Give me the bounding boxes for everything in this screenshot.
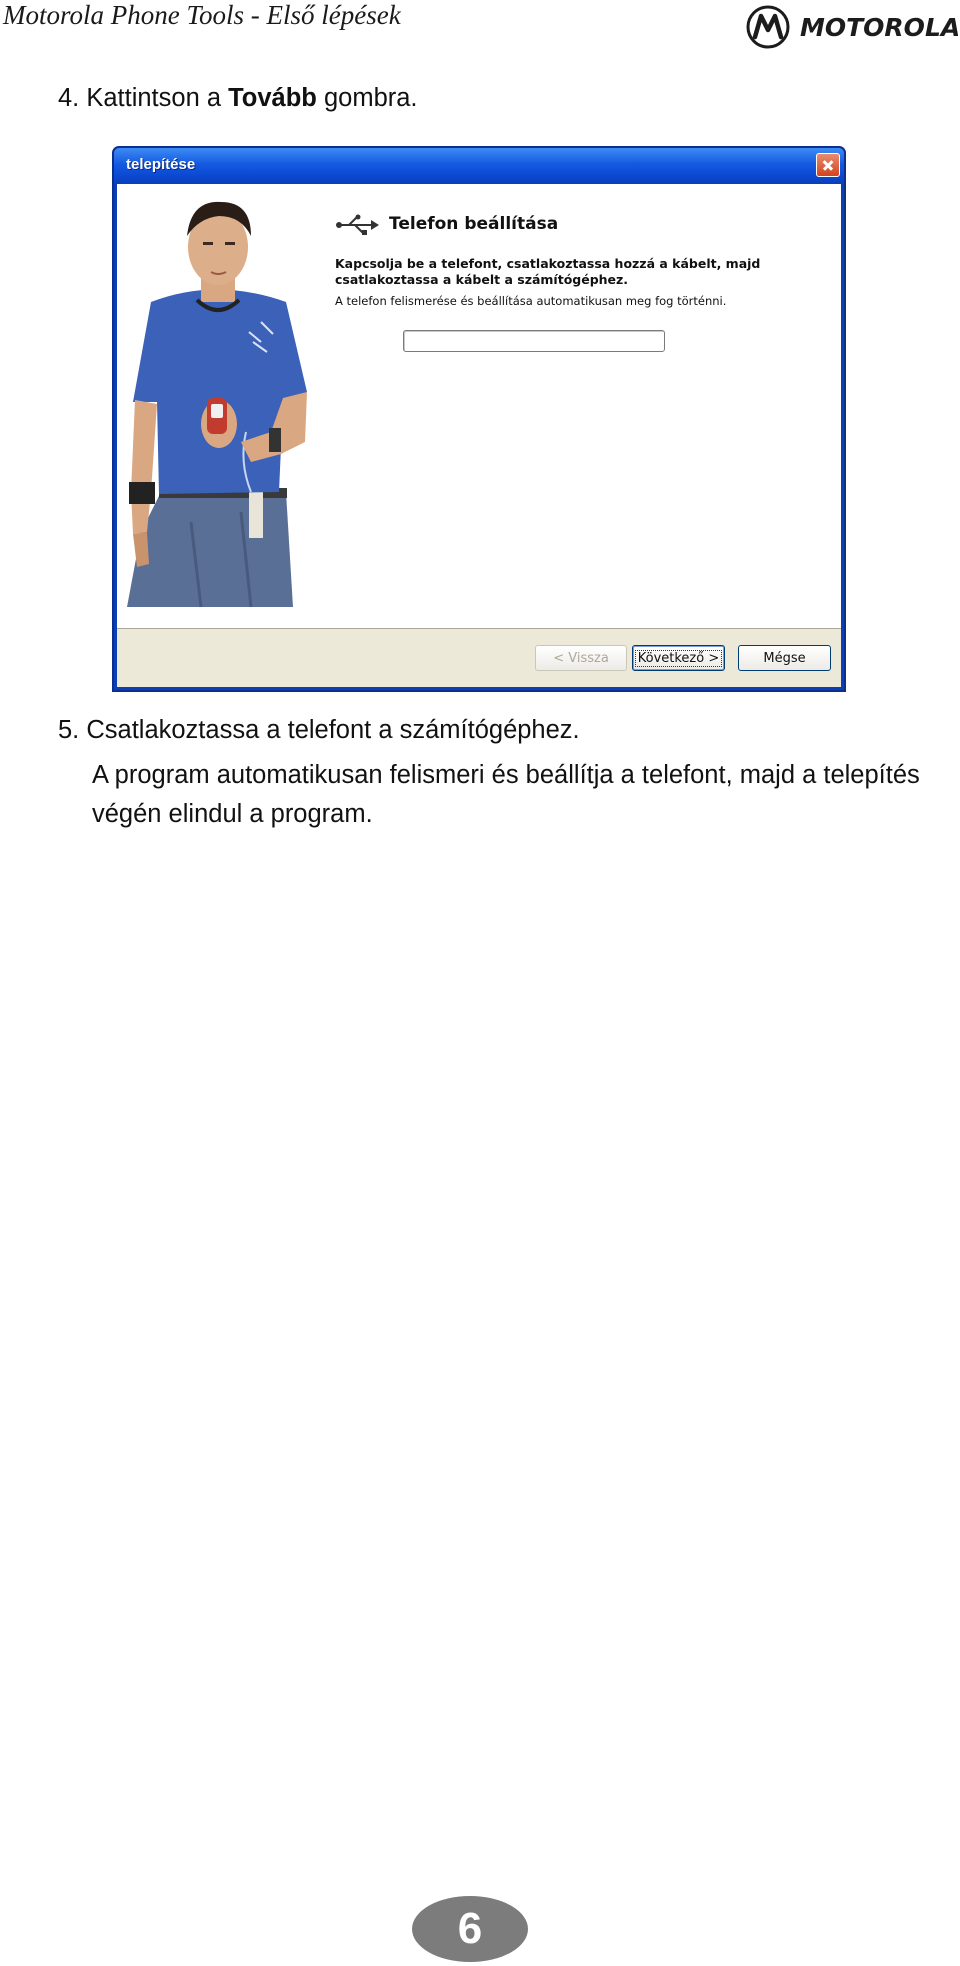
step-4-suffix: gombra. [316, 84, 418, 112]
dialog-heading: Telefon beállítása [389, 214, 559, 234]
dialog-client-area [117, 184, 841, 687]
step-5-description: A program automatikusan felismeri és beállítja a telefont, majd a telepítés végén elindul a program. [92, 761, 920, 828]
next-button-label: Következő > [635, 650, 723, 667]
back-button[interactable]: < Vissza [535, 645, 627, 671]
page-number: 6 [457, 1904, 483, 1953]
dialog-title: telepítése [126, 156, 196, 173]
person-holding-phone-image [121, 192, 317, 612]
motorola-emblem-icon [746, 5, 790, 49]
dialog-titlebar [114, 148, 844, 184]
progress-bar [403, 330, 665, 352]
step-5-instruction: 5. Csatlakoztassa a telefont a számítógéphez. [58, 716, 580, 744]
document-header-title: Motorola Phone Tools - Első lépések [3, 0, 401, 30]
step-4-prefix: 4. Kattintson a [58, 84, 229, 112]
step-4-bold-word: Tovább [228, 84, 317, 112]
dialog-instruction-bold: Kapcsolja be a telefont, csatlakoztassa hozzá a kábelt, majd csatlakoztassa a kábelt a számítógéphez. [335, 256, 761, 287]
dialog-instruction: A telefon felismerése és beállítása automatikusan meg fog történni. [335, 294, 727, 308]
step-4-instruction [58, 84, 418, 113]
close-button[interactable] [816, 153, 840, 177]
motorola-logo [746, 5, 960, 53]
usb-cable-icon [335, 214, 379, 236]
next-button[interactable] [632, 645, 725, 671]
installer-dialog [112, 146, 846, 692]
dialog-button-bar [117, 628, 841, 687]
motorola-wordmark: MOTOROLA [800, 13, 960, 42]
cancel-button[interactable]: Mégse [738, 645, 831, 671]
